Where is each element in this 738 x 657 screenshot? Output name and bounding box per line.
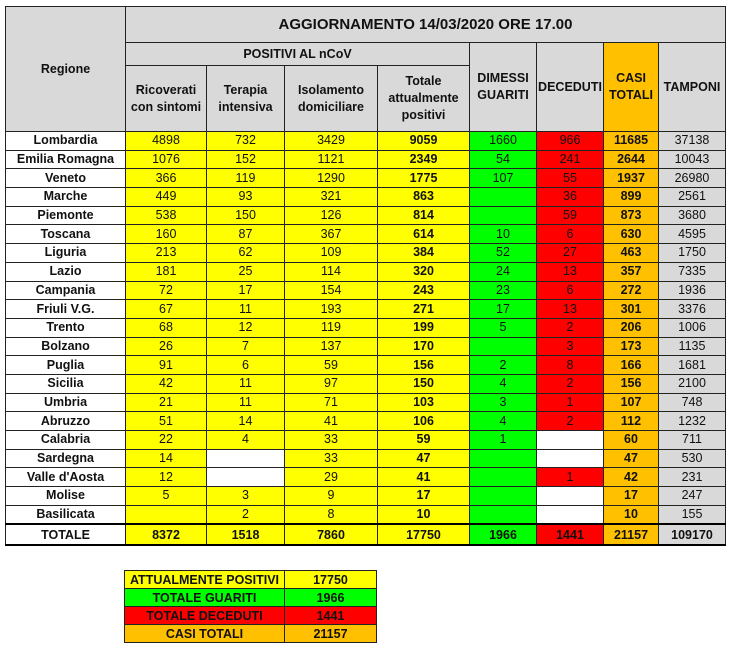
cell-isolamento: 154 xyxy=(285,281,378,300)
cell-tamponi: 530 xyxy=(659,449,726,468)
cell-casi: 301 xyxy=(604,300,659,319)
cell-tamponi: 231 xyxy=(659,468,726,487)
cell-ricoverati: 4898 xyxy=(126,132,207,151)
totals-label: TOTALE xyxy=(6,524,126,545)
cell-isolamento: 8 xyxy=(285,505,378,524)
table-row xyxy=(6,449,726,468)
cell-ricoverati: 22 xyxy=(126,431,207,450)
cell-casi: 42 xyxy=(604,468,659,487)
cell-deceduti: 3 xyxy=(537,337,604,356)
table-row xyxy=(6,225,726,244)
region-name: Puglia xyxy=(6,356,126,375)
header-tamponi: TAMPONI xyxy=(659,43,726,132)
cell-deceduti: 2 xyxy=(537,412,604,431)
header-totale-positivi: Totale attualmente positivi xyxy=(378,66,470,132)
region-name: Sardegna xyxy=(6,449,126,468)
cell-tamponi: 1135 xyxy=(659,337,726,356)
cell-deceduti: 6 xyxy=(537,281,604,300)
summary-label: TOTALE GUARITI xyxy=(125,589,285,607)
cell-ricoverati: 68 xyxy=(126,318,207,337)
cell-casi: 206 xyxy=(604,318,659,337)
cell-ricoverati: 213 xyxy=(126,244,207,263)
region-name: Liguria xyxy=(6,244,126,263)
cell-dimessi xyxy=(470,468,537,487)
cell-isolamento: 33 xyxy=(285,431,378,450)
cell-ricoverati: 366 xyxy=(126,169,207,188)
table-row xyxy=(6,206,726,225)
summary-value: 17750 xyxy=(285,571,377,589)
cell-dimessi: 10 xyxy=(470,225,537,244)
cell-dimessi: 4 xyxy=(470,374,537,393)
cell-dimessi: 17 xyxy=(470,300,537,319)
cell-totale: 170 xyxy=(378,337,470,356)
region-name: Campania xyxy=(6,281,126,300)
cell-ricoverati: 21 xyxy=(126,393,207,412)
header-regione: Regione xyxy=(6,7,126,132)
cell-isolamento: 29 xyxy=(285,468,378,487)
cell-dimessi: 2 xyxy=(470,356,537,375)
total-positivi: 17750 xyxy=(378,524,470,545)
table-row xyxy=(6,318,726,337)
cell-totale: 814 xyxy=(378,206,470,225)
cell-terapia: 4 xyxy=(207,431,285,450)
cell-deceduti: 1 xyxy=(537,393,604,412)
table-row xyxy=(6,300,726,319)
table-row xyxy=(6,281,726,300)
cell-totale: 2349 xyxy=(378,150,470,169)
cell-casi: 173 xyxy=(604,337,659,356)
cell-deceduti xyxy=(537,431,604,450)
cell-isolamento: 1121 xyxy=(285,150,378,169)
cell-ricoverati: 449 xyxy=(126,188,207,207)
cell-ricoverati xyxy=(126,505,207,524)
cell-ricoverati: 1076 xyxy=(126,150,207,169)
summary-label: CASI TOTALI xyxy=(125,625,285,643)
cell-dimessi: 5 xyxy=(470,318,537,337)
cell-isolamento: 114 xyxy=(285,262,378,281)
cell-deceduti: 55 xyxy=(537,169,604,188)
cell-casi: 272 xyxy=(604,281,659,300)
cell-terapia: 7 xyxy=(207,337,285,356)
cell-totale: 243 xyxy=(378,281,470,300)
cell-totale: 320 xyxy=(378,262,470,281)
cell-isolamento: 33 xyxy=(285,449,378,468)
cell-terapia: 25 xyxy=(207,262,285,281)
cell-terapia: 119 xyxy=(207,169,285,188)
cell-casi: 1937 xyxy=(604,169,659,188)
cell-ricoverati: 67 xyxy=(126,300,207,319)
region-name: Lombardia xyxy=(6,132,126,151)
region-name: Marche xyxy=(6,188,126,207)
header-ricoverati: Ricoverati con sintomi xyxy=(126,66,207,132)
cell-casi: 357 xyxy=(604,262,659,281)
cell-terapia: 152 xyxy=(207,150,285,169)
total-deceduti: 1441 xyxy=(537,524,604,545)
cell-terapia: 12 xyxy=(207,318,285,337)
cell-isolamento: 9 xyxy=(285,487,378,506)
cell-deceduti: 8 xyxy=(537,356,604,375)
region-name: Piemonte xyxy=(6,206,126,225)
cell-ricoverati: 160 xyxy=(126,225,207,244)
cell-isolamento: 137 xyxy=(285,337,378,356)
cell-casi: 630 xyxy=(604,225,659,244)
summary-row xyxy=(125,625,377,643)
total-casi: 21157 xyxy=(604,524,659,545)
cell-dimessi: 52 xyxy=(470,244,537,263)
cell-totale: 863 xyxy=(378,188,470,207)
cell-dimessi: 1 xyxy=(470,431,537,450)
header-positivi-group: POSITIVI AL nCoV xyxy=(126,43,470,66)
cell-deceduti: 2 xyxy=(537,318,604,337)
table-row xyxy=(6,150,726,169)
region-name: Veneto xyxy=(6,169,126,188)
cell-tamponi: 155 xyxy=(659,505,726,524)
cell-casi: 107 xyxy=(604,393,659,412)
region-name: Calabria xyxy=(6,431,126,450)
summary-label: ATTUALMENTE POSITIVI xyxy=(125,571,285,589)
table-row xyxy=(6,431,726,450)
cell-terapia: 2 xyxy=(207,505,285,524)
region-name: Sicilia xyxy=(6,374,126,393)
cell-totale: 47 xyxy=(378,449,470,468)
total-ricoverati: 8372 xyxy=(126,524,207,545)
region-name: Bolzano xyxy=(6,337,126,356)
cell-totale: 17 xyxy=(378,487,470,506)
region-name: Trento xyxy=(6,318,126,337)
cell-totale: 59 xyxy=(378,431,470,450)
region-name: Toscana xyxy=(6,225,126,244)
cell-tamponi: 3680 xyxy=(659,206,726,225)
cell-tamponi: 2100 xyxy=(659,374,726,393)
cell-dimessi: 107 xyxy=(470,169,537,188)
total-dimessi: 1966 xyxy=(470,524,537,545)
cell-isolamento: 71 xyxy=(285,393,378,412)
cell-isolamento: 193 xyxy=(285,300,378,319)
table-body xyxy=(6,132,726,525)
cell-dimessi xyxy=(470,487,537,506)
cell-tamponi: 3376 xyxy=(659,300,726,319)
cell-tamponi: 4595 xyxy=(659,225,726,244)
cell-dimessi xyxy=(470,337,537,356)
cell-tamponi: 247 xyxy=(659,487,726,506)
cell-casi: 112 xyxy=(604,412,659,431)
region-name: Valle d'Aosta xyxy=(6,468,126,487)
cell-ricoverati: 91 xyxy=(126,356,207,375)
cell-isolamento: 97 xyxy=(285,374,378,393)
cell-ricoverati: 14 xyxy=(126,449,207,468)
cell-isolamento: 367 xyxy=(285,225,378,244)
cell-deceduti: 13 xyxy=(537,300,604,319)
table-row xyxy=(6,393,726,412)
cell-isolamento: 41 xyxy=(285,412,378,431)
cell-tamponi: 2561 xyxy=(659,188,726,207)
cell-ricoverati: 42 xyxy=(126,374,207,393)
table-row xyxy=(6,169,726,188)
cell-terapia xyxy=(207,449,285,468)
total-isolamento: 7860 xyxy=(285,524,378,545)
cell-deceduti: 241 xyxy=(537,150,604,169)
cell-terapia: 150 xyxy=(207,206,285,225)
cell-casi: 166 xyxy=(604,356,659,375)
table-row xyxy=(6,468,726,487)
cell-deceduti: 1 xyxy=(537,468,604,487)
cell-dimessi: 23 xyxy=(470,281,537,300)
region-name: Lazio xyxy=(6,262,126,281)
total-tamponi: 109170 xyxy=(659,524,726,545)
table-row xyxy=(6,132,726,151)
cell-tamponi: 7335 xyxy=(659,262,726,281)
cell-casi: 156 xyxy=(604,374,659,393)
cell-isolamento: 1290 xyxy=(285,169,378,188)
header-terapia: Terapia intensiva xyxy=(207,66,285,132)
cell-totale: 1775 xyxy=(378,169,470,188)
cell-tamponi: 1232 xyxy=(659,412,726,431)
cell-terapia: 732 xyxy=(207,132,285,151)
table-row xyxy=(6,244,726,263)
cell-isolamento: 3429 xyxy=(285,132,378,151)
cell-deceduti: 6 xyxy=(537,225,604,244)
cell-deceduti: 13 xyxy=(537,262,604,281)
cell-terapia: 14 xyxy=(207,412,285,431)
cell-terapia: 11 xyxy=(207,300,285,319)
cell-isolamento: 109 xyxy=(285,244,378,263)
cell-casi: 11685 xyxy=(604,132,659,151)
table-row xyxy=(6,262,726,281)
cell-ricoverati: 5 xyxy=(126,487,207,506)
cell-ricoverati: 51 xyxy=(126,412,207,431)
cell-totale: 9059 xyxy=(378,132,470,151)
cell-totale: 106 xyxy=(378,412,470,431)
cell-totale: 384 xyxy=(378,244,470,263)
cell-terapia: 93 xyxy=(207,188,285,207)
summary-value: 1441 xyxy=(285,607,377,625)
header-isolamento: Isolamento domiciliare xyxy=(285,66,378,132)
cell-dimessi xyxy=(470,449,537,468)
cell-terapia: 17 xyxy=(207,281,285,300)
cell-dimessi: 54 xyxy=(470,150,537,169)
cell-tamponi: 1750 xyxy=(659,244,726,263)
table-row xyxy=(6,487,726,506)
cell-dimessi: 1660 xyxy=(470,132,537,151)
cell-deceduti: 27 xyxy=(537,244,604,263)
cell-deceduti xyxy=(537,449,604,468)
cell-totale: 199 xyxy=(378,318,470,337)
cell-deceduti: 59 xyxy=(537,206,604,225)
cell-casi: 2644 xyxy=(604,150,659,169)
total-terapia: 1518 xyxy=(207,524,285,545)
cell-tamponi: 37138 xyxy=(659,132,726,151)
cell-deceduti: 966 xyxy=(537,132,604,151)
cell-casi: 47 xyxy=(604,449,659,468)
summary-table xyxy=(124,570,377,643)
cell-tamponi: 1006 xyxy=(659,318,726,337)
region-name: Friuli V.G. xyxy=(6,300,126,319)
cell-casi: 873 xyxy=(604,206,659,225)
cell-terapia: 6 xyxy=(207,356,285,375)
cell-terapia: 62 xyxy=(207,244,285,263)
header-casi: CASI TOTALI xyxy=(604,43,659,132)
cell-totale: 41 xyxy=(378,468,470,487)
region-name: Basilicata xyxy=(6,505,126,524)
region-name: Abruzzo xyxy=(6,412,126,431)
cell-ricoverati: 72 xyxy=(126,281,207,300)
cell-tamponi: 1936 xyxy=(659,281,726,300)
cell-totale: 103 xyxy=(378,393,470,412)
cell-terapia xyxy=(207,468,285,487)
cell-deceduti xyxy=(537,487,604,506)
cell-ricoverati: 12 xyxy=(126,468,207,487)
page-title: AGGIORNAMENTO 14/03/2020 ORE 17.00 xyxy=(126,7,726,43)
cell-totale: 10 xyxy=(378,505,470,524)
table-row xyxy=(6,337,726,356)
cell-dimessi xyxy=(470,206,537,225)
summary-row xyxy=(125,607,377,625)
totals-row xyxy=(6,524,726,545)
header-dimessi: DIMESSI GUARITI xyxy=(470,43,537,132)
cell-tamponi: 748 xyxy=(659,393,726,412)
cell-deceduti xyxy=(537,505,604,524)
summary-row xyxy=(125,571,377,589)
cell-deceduti: 36 xyxy=(537,188,604,207)
cell-totale: 156 xyxy=(378,356,470,375)
summary-row xyxy=(125,589,377,607)
cell-isolamento: 126 xyxy=(285,206,378,225)
region-name: Emilia Romagna xyxy=(6,150,126,169)
cell-dimessi xyxy=(470,188,537,207)
cell-dimessi xyxy=(470,505,537,524)
cell-casi: 60 xyxy=(604,431,659,450)
cell-ricoverati: 181 xyxy=(126,262,207,281)
cell-terapia: 3 xyxy=(207,487,285,506)
cell-ricoverati: 26 xyxy=(126,337,207,356)
cell-dimessi: 24 xyxy=(470,262,537,281)
cell-terapia: 11 xyxy=(207,393,285,412)
cell-tamponi: 1681 xyxy=(659,356,726,375)
region-name: Molise xyxy=(6,487,126,506)
cell-dimessi: 4 xyxy=(470,412,537,431)
table-row xyxy=(6,188,726,207)
cell-tamponi: 26980 xyxy=(659,169,726,188)
cell-terapia: 87 xyxy=(207,225,285,244)
table-row xyxy=(6,412,726,431)
cell-totale: 271 xyxy=(378,300,470,319)
cell-terapia: 11 xyxy=(207,374,285,393)
cell-totale: 614 xyxy=(378,225,470,244)
cell-casi: 10 xyxy=(604,505,659,524)
cell-dimessi: 3 xyxy=(470,393,537,412)
cell-casi: 463 xyxy=(604,244,659,263)
cell-isolamento: 321 xyxy=(285,188,378,207)
cell-isolamento: 59 xyxy=(285,356,378,375)
cell-tamponi: 711 xyxy=(659,431,726,450)
table-row xyxy=(6,374,726,393)
summary-value: 1966 xyxy=(285,589,377,607)
cell-isolamento: 119 xyxy=(285,318,378,337)
covid-regions-table xyxy=(5,6,726,546)
cell-tamponi: 10043 xyxy=(659,150,726,169)
cell-casi: 17 xyxy=(604,487,659,506)
summary-value: 21157 xyxy=(285,625,377,643)
cell-casi: 899 xyxy=(604,188,659,207)
summary-label: TOTALE DECEDUTI xyxy=(125,607,285,625)
region-name: Umbria xyxy=(6,393,126,412)
cell-totale: 150 xyxy=(378,374,470,393)
cell-ricoverati: 538 xyxy=(126,206,207,225)
table-row xyxy=(6,356,726,375)
header-deceduti: DECEDUTI xyxy=(537,43,604,132)
cell-deceduti: 2 xyxy=(537,374,604,393)
table-row xyxy=(6,505,726,524)
